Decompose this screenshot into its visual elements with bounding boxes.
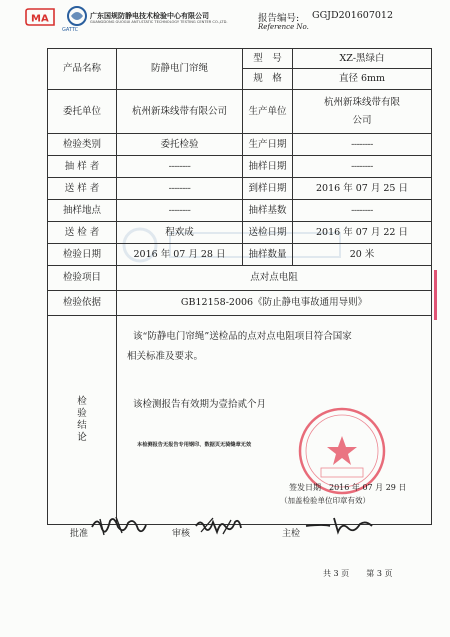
svg-text:MA: MA bbox=[31, 13, 49, 25]
test-type-value: 委托检验 bbox=[117, 134, 243, 156]
page-number: 第 3 页 bbox=[366, 569, 393, 578]
table-row bbox=[48, 49, 432, 69]
producer-line-1: 杭州新珠线带有限 bbox=[323, 96, 400, 108]
issue-date: 签发日期 2016 年 07 月 29 日 bbox=[289, 483, 407, 492]
sample-qty-label: 抽样数量 bbox=[243, 244, 293, 266]
conclusion-label-char: 结 bbox=[77, 420, 87, 431]
test-basis-label: 检验依据 bbox=[48, 291, 117, 316]
conclusion-label-char: 验 bbox=[77, 408, 87, 420]
product-name-label: 产品名称 bbox=[48, 49, 117, 90]
table-row bbox=[48, 291, 432, 316]
sender-value: -------- bbox=[117, 178, 243, 200]
gattc-logo-text: GATTC bbox=[62, 27, 79, 33]
page-info bbox=[323, 568, 392, 579]
client-value: 杭州新珠线带有限公司 bbox=[117, 90, 243, 134]
conclusion-text-2: 相关标准及要求。 bbox=[127, 351, 204, 362]
conclusion-label-char: 论 bbox=[77, 431, 87, 443]
cma-logo bbox=[24, 7, 58, 27]
conclusion-label-char: 检 bbox=[77, 396, 87, 408]
test-basis-value: GB12158-2006《防止静电事故通用导则》 bbox=[117, 291, 432, 316]
report-header bbox=[0, 0, 450, 42]
org-name-cn: 广东国规防静电技术检验中心有限公司 bbox=[90, 12, 209, 20]
main-check-signature bbox=[304, 514, 374, 536]
sample-base-label: 抽样基数 bbox=[243, 200, 293, 222]
reference-no-label: Reference No. bbox=[258, 23, 309, 31]
spec-value: 直径 6mm bbox=[293, 69, 432, 90]
submit-date-label: 送检日期 bbox=[243, 222, 293, 244]
producer-label: 生产单位 bbox=[243, 90, 293, 134]
test-type-label: 检验类别 bbox=[48, 134, 117, 156]
test-item-value: 点对点电阻 bbox=[117, 266, 432, 291]
prod-date-value: -------- bbox=[293, 134, 432, 156]
conclusion-text-3: 该检测报告有效期为壹拾贰个月 bbox=[133, 399, 267, 410]
report-no-label: 报告编号: bbox=[258, 13, 300, 24]
table-row bbox=[48, 266, 432, 291]
conclusion-text-1: 该“防静电门帘绳”送检品的点对点电阻项目符合国家 bbox=[133, 331, 352, 342]
table-row bbox=[48, 156, 432, 178]
conclusion-note: 本检测报告无报告专用钢印、数据页无骑缝章无效 bbox=[137, 442, 252, 448]
model-label: 型 号 bbox=[243, 49, 293, 69]
arrive-date-label: 到样日期 bbox=[243, 178, 293, 200]
model-value: XZ-黑绿白 bbox=[293, 49, 432, 69]
approve-label: 批准 bbox=[70, 529, 89, 539]
table-row bbox=[48, 134, 432, 156]
producer-value bbox=[293, 90, 432, 134]
sample-place-value: -------- bbox=[117, 200, 243, 222]
table-row bbox=[48, 222, 432, 244]
spec-label: 规 格 bbox=[243, 69, 293, 90]
report-no-value: GGJD201607012 bbox=[312, 10, 394, 21]
sampler-label: 抽 样 者 bbox=[48, 156, 117, 178]
table-row bbox=[48, 200, 432, 222]
submit-date-value: 2016 年 07 月 22 日 bbox=[293, 222, 432, 244]
sample-place-label: 抽样地点 bbox=[48, 200, 117, 222]
table-row bbox=[48, 244, 432, 266]
prod-date-label: 生产日期 bbox=[243, 134, 293, 156]
test-date-value: 2016 年 07 月 28 日 bbox=[117, 244, 243, 266]
review-signature bbox=[193, 514, 243, 538]
sample-date-value: -------- bbox=[293, 156, 432, 178]
approve-signature bbox=[88, 513, 148, 539]
sample-base-value: -------- bbox=[293, 200, 432, 222]
test-date-label: 检验日期 bbox=[48, 244, 117, 266]
table-row bbox=[48, 316, 432, 525]
sample-qty-value: 20 米 bbox=[293, 244, 432, 266]
gattc-logo-icon bbox=[66, 5, 88, 27]
org-name-en: GUANGDONG GUOGUI ANTI-STATIC TECHNOLOGY TESTING CENTER CO.,LTD. bbox=[90, 20, 228, 24]
test-item-label: 检验项目 bbox=[48, 266, 117, 291]
producer-line-2: 公司 bbox=[352, 114, 372, 126]
table-row bbox=[48, 178, 432, 200]
report-table bbox=[47, 48, 432, 525]
table-row bbox=[48, 90, 432, 134]
inspector-label: 送 检 者 bbox=[48, 222, 117, 244]
conclusion-body bbox=[117, 316, 432, 525]
sender-label: 送 样 者 bbox=[48, 178, 117, 200]
arrive-date-value: 2016 年 07 月 25 日 bbox=[293, 178, 432, 200]
inspector-value: 程欢成 bbox=[117, 222, 243, 244]
review-label: 审核 bbox=[172, 529, 191, 539]
sample-date-label: 抽样日期 bbox=[243, 156, 293, 178]
sampler-value: -------- bbox=[117, 156, 243, 178]
product-name-value: 防静电门帘绳 bbox=[117, 49, 243, 90]
total-pages: 共 3 页 bbox=[323, 569, 350, 578]
conclusion-label bbox=[48, 316, 117, 525]
margin-mark bbox=[434, 270, 437, 320]
issue-note: （加盖检验单位印章有效） bbox=[280, 496, 370, 505]
client-label: 委托单位 bbox=[48, 90, 117, 134]
main-check-label: 主检 bbox=[282, 529, 301, 539]
